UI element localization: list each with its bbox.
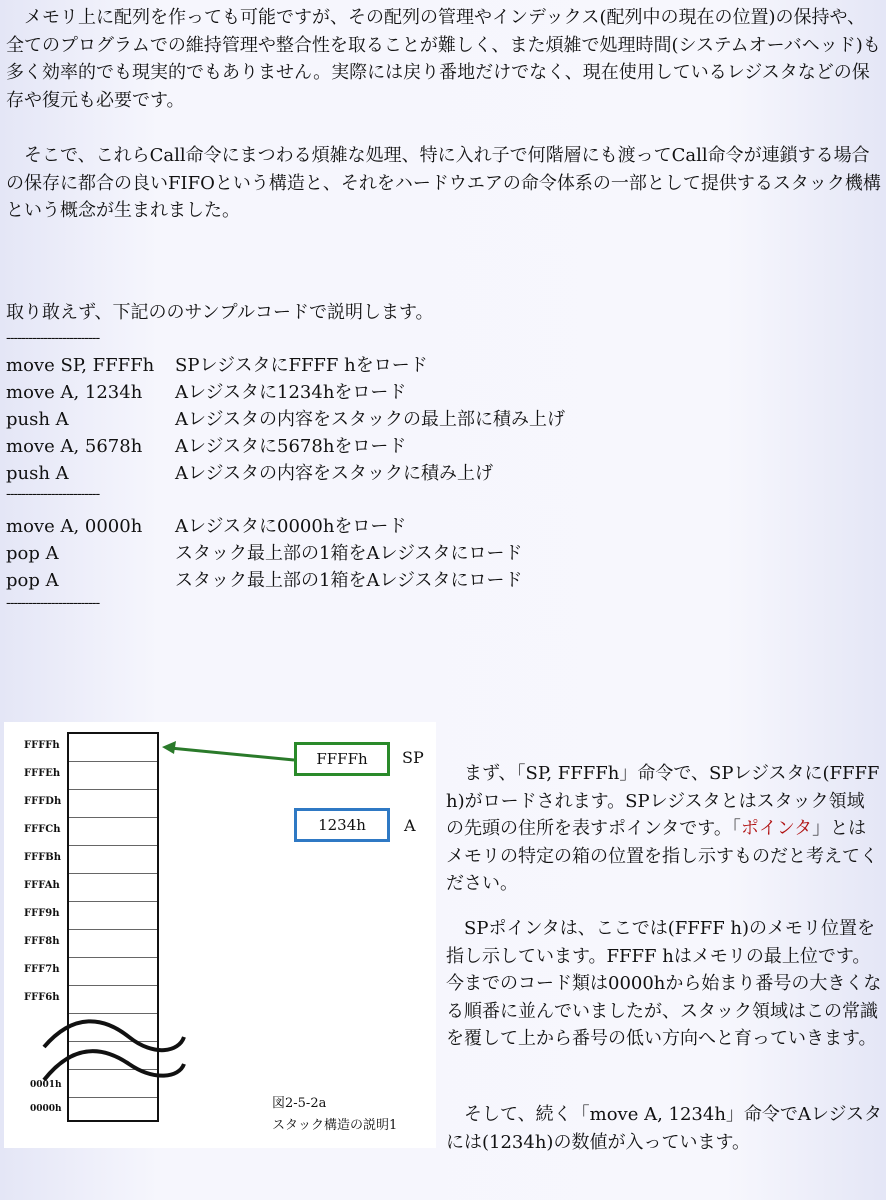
stack-cell-divider <box>69 957 157 958</box>
address-label-low: 0000h <box>30 1104 62 1114</box>
sp-load-text-2: 」とはメモリの特定の箱の位置を指し示すものだと考えてください。 <box>446 818 878 894</box>
paragraph-sp-pointer: SPポインタは、ここでは(FFFF h)のメモリ位置を指し示しています。FFFF hはメモリの最上位です。今までのコード類は0000hから始まり番号の大きくなる順番に並んでいましたが、スタック領域はこの常識を覆して上から番号の低い方向へと育っていきます。 <box>446 918 882 1049</box>
stack-cell-divider <box>69 1041 157 1042</box>
code-comment: スタック最上部の1箱をAレジスタにロード <box>175 570 523 591</box>
stack-cell-divider <box>69 901 157 902</box>
sp-register-label: SP <box>402 748 424 767</box>
code-comment: Aレジスタの内容をスタックに積み上げ <box>175 463 494 484</box>
figure-caption-number: 図2-5-2a <box>272 1096 327 1111</box>
code-instruction: move A, 1234h <box>6 382 143 403</box>
address-label: FFFCh <box>24 824 61 835</box>
a-register-label: A <box>404 816 416 835</box>
stack-cell-divider <box>69 845 157 846</box>
code-comment: Aレジスタに5678hをロード <box>175 436 407 457</box>
sample-code-intro: 取り敢えず、下記ののサンプルコードで説明します。 <box>6 302 434 323</box>
code-instruction: pop A <box>6 570 59 591</box>
address-label: FFFEh <box>24 768 61 779</box>
code-comment: Aレジスタの内容をスタックの最上部に積み上げ <box>175 409 566 430</box>
code-instruction: push A <box>6 463 69 484</box>
stack-cell-divider <box>69 985 157 986</box>
paragraph-array-management: メモリ上に配列を作っても可能ですが、その配列の管理やインデックス(配列中の現在の位置)の保持や、全てのプログラムでの維持管理や整合性を取ることが難しく、また煩雑で処理時間(システムオーバヘッド)も多く効率的でも現実的でもありません。実際には戻り番地だけでなく、現在使用しているレジスタなどの保存や復元も必要です。 <box>6 7 881 111</box>
paragraph-sp-load <box>446 760 882 898</box>
code-instruction: push A <box>6 409 69 430</box>
address-label: FFFDh <box>24 796 62 807</box>
sp-register-box: FFFFh <box>294 742 390 776</box>
divider-line: ------------------------- <box>6 330 100 346</box>
stack-cell-divider <box>69 1013 157 1014</box>
code-instruction: pop A <box>6 543 59 564</box>
stack-cell-divider <box>69 817 157 818</box>
code-instruction: move SP, FFFFh <box>6 355 155 376</box>
a-register-box: 1234h <box>294 808 390 842</box>
stack-cell-divider <box>69 1097 157 1098</box>
divider-line: ------------------------- <box>6 486 100 502</box>
address-label: FFFFh <box>24 740 60 751</box>
stack-cell-divider <box>69 1069 157 1070</box>
code-comment: スタック最上部の1箱をAレジスタにロード <box>175 543 523 564</box>
divider-line: ------------------------- <box>6 595 100 611</box>
figure-caption-title: スタック構造の説明1 <box>272 1118 398 1133</box>
address-label: FFF8h <box>24 936 60 947</box>
paragraph-stack-concept: そこで、これらCall命令にまつわる煩雑な処理、特に入れ子で何階層にも渡ってCall命令が連鎖する場合の保存に都合の良いFIFOという構造と、それをハードウエアの命令体系の一部として提供するスタック機構という概念が生まれました。 <box>6 145 881 221</box>
stack-diagram <box>4 722 436 1148</box>
stack-cell-divider <box>69 873 157 874</box>
address-label-low: 0001h <box>30 1080 62 1090</box>
code-comment: Aレジスタに0000hをロード <box>175 516 407 537</box>
paragraph-a-register: そして、続く「move A, 1234h」命令でAレジスタには(1234h)の数値が入っています。 <box>446 1104 882 1153</box>
code-instruction: move A, 5678h <box>6 436 143 457</box>
address-label: FFFBh <box>24 852 62 863</box>
sp-load-text-1: まず、「SP, FFFFh」命令で、SPレジスタに(FFFF h)がロードされます。SPレジスタとはスタック領域の先頭の住所を表すポインタです。「 <box>446 763 880 839</box>
code-comment: Aレジスタに1234hをロード <box>175 382 407 403</box>
stack-cell-divider <box>69 929 157 930</box>
address-label: FFF7h <box>24 964 60 975</box>
code-instruction: move A, 0000h <box>6 516 143 537</box>
address-label: FFFAh <box>24 880 60 891</box>
address-label: FFF6h <box>24 992 60 1003</box>
code-comment: SPレジスタにFFFF hをロード <box>175 355 428 376</box>
address-label: FFF9h <box>24 908 60 919</box>
pointer-highlight: ポインタ <box>740 818 813 839</box>
